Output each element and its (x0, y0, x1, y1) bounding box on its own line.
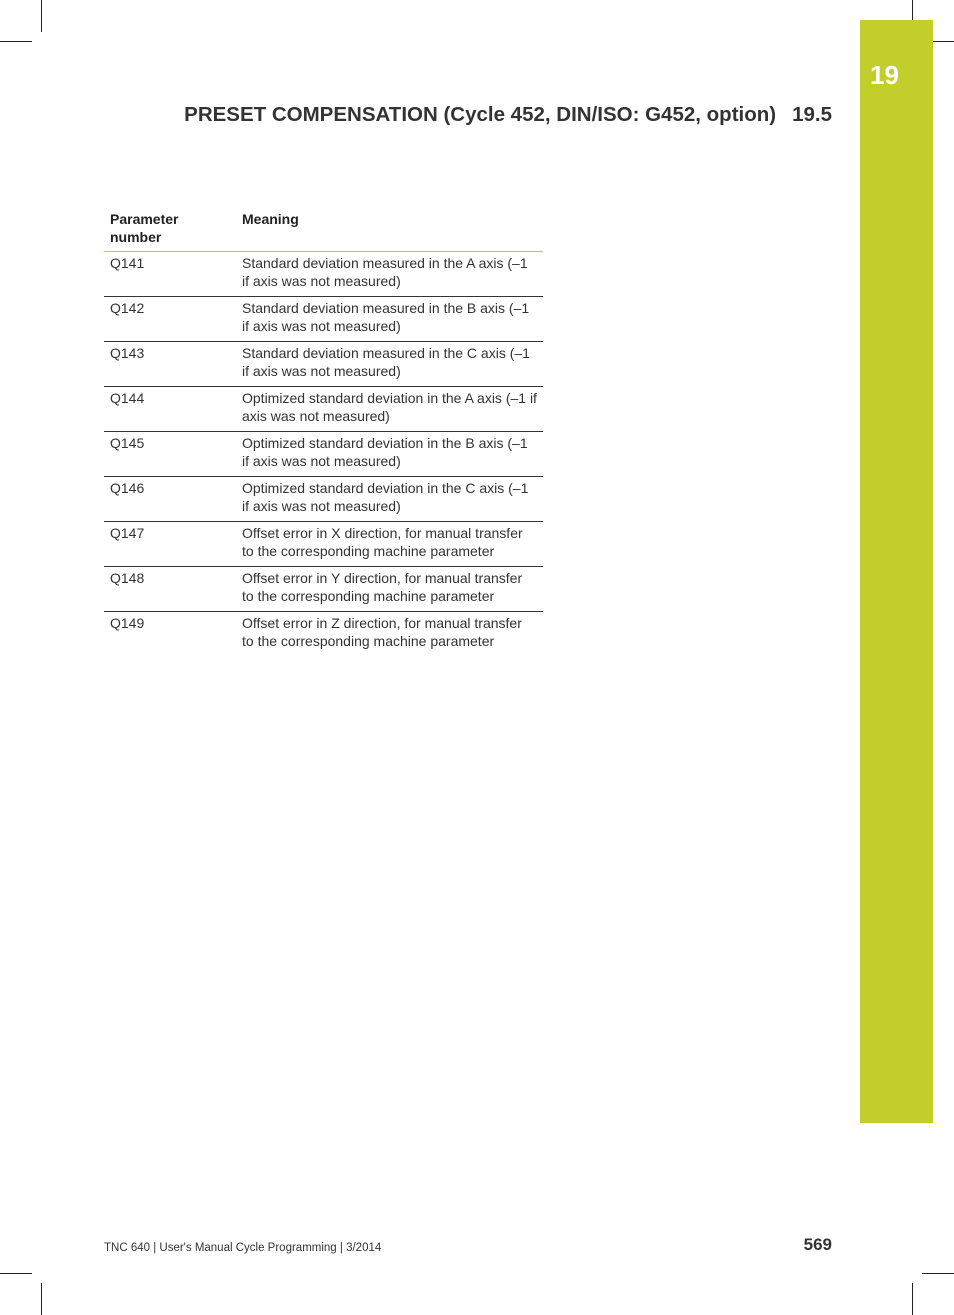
meaning-cell: Standard deviation measured in the C axis (–1 if axis was not measured) (242, 345, 530, 379)
table-row (104, 567, 543, 612)
page-number: 569 (803, 1235, 832, 1254)
column-header-parameter: Parameter number (110, 211, 179, 245)
chapter-number: 19 (870, 60, 899, 90)
page-title (120, 103, 832, 127)
table-row (104, 342, 543, 387)
table-row (104, 522, 543, 567)
table-row (104, 252, 543, 297)
crop-mark (41, 0, 42, 32)
crop-mark (41, 1283, 42, 1315)
table-row (104, 612, 543, 657)
parameter-cell: Q143 (110, 345, 145, 361)
section-number: 19.5 (792, 103, 832, 126)
parameter-cell: Q149 (110, 615, 145, 631)
parameter-cell: Q141 (110, 255, 145, 271)
parameter-table (104, 209, 543, 656)
crop-mark (922, 1273, 954, 1274)
parameter-cell: Q148 (110, 570, 145, 586)
parameter-cell: Q145 (110, 435, 145, 451)
meaning-cell: Optimized standard deviation in the C axis (–1 if axis was not measured) (242, 480, 529, 514)
table-row (104, 387, 543, 432)
meaning-cell: Optimized standard deviation in the B axis (–1 if axis was not measured) (242, 435, 528, 469)
table-row (104, 297, 543, 342)
table-row (104, 477, 543, 522)
crop-mark (912, 1283, 913, 1315)
meaning-cell: Offset error in Y direction, for manual transfer to the corresponding machine parameter (242, 570, 523, 604)
meaning-cell: Optimized standard deviation in the A axis (–1 if axis was not measured) (242, 390, 537, 424)
section-title: PRESET COMPENSATION (Cycle 452, DIN/ISO: G452, option) (184, 103, 777, 126)
table-row (104, 432, 543, 477)
crop-mark (0, 1273, 32, 1274)
parameter-cell: Q142 (110, 300, 145, 316)
crop-mark (0, 41, 32, 42)
column-header-meaning: Meaning (242, 211, 299, 227)
footer-text: TNC 640 | User's Manual Cycle Programming | 3/2014 (104, 1242, 382, 1254)
meaning-cell: Offset error in Z direction, for manual transfer to the corresponding machine parameter (242, 615, 522, 649)
meaning-cell: Standard deviation measured in the B axis (–1 if axis was not measured) (242, 300, 530, 334)
meaning-cell: Standard deviation measured in the A axis (–1 if axis was not measured) (242, 255, 528, 289)
meaning-cell: Offset error in X direction, for manual transfer to the corresponding machine parameter (242, 525, 523, 559)
table-header-row (104, 209, 543, 252)
parameter-cell: Q146 (110, 480, 145, 496)
chapter-tab (860, 20, 933, 1123)
parameter-cell: Q144 (110, 390, 145, 406)
parameter-cell: Q147 (110, 525, 145, 541)
